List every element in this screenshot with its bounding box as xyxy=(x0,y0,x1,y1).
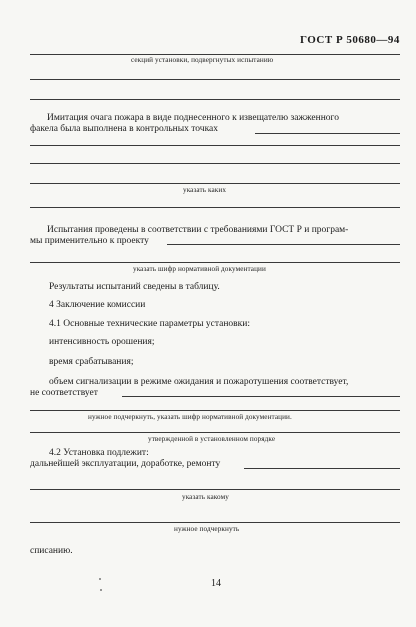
tests-line-2: мы применительно к проекту xyxy=(30,236,149,246)
caption-specify-which-2: указать какому xyxy=(182,493,229,501)
page-number: 14 xyxy=(211,578,221,589)
blank-line xyxy=(30,489,400,490)
caption-sections: секций установки, подвергнутых испытанию xyxy=(131,56,274,64)
fill-line xyxy=(167,244,400,245)
caption-underline-code: нужное подчеркнуть, указать шифр нормативной документации. xyxy=(88,413,292,421)
blank-line xyxy=(30,207,400,208)
section-4-1: 4.1 Основные технические параметры установки: xyxy=(49,319,250,329)
blank-line xyxy=(30,522,400,523)
tests-line-1: Испытания проведены в соответствии с требованиями ГОСТ Р и програм- xyxy=(47,225,349,235)
blank-line xyxy=(30,183,400,184)
operation-text: дальнейшей эксплуатации, доработке, ремонту xyxy=(30,459,221,469)
blank-line xyxy=(30,99,400,100)
blank-line xyxy=(30,54,400,55)
imitation-line-2: факела была выполнена в контрольных точках xyxy=(30,124,219,134)
blank-line xyxy=(30,410,400,411)
caption-approved: утвержденной в установленном порядке xyxy=(148,435,276,443)
section-4-2: 4.2 Установка подлежит: xyxy=(49,448,149,458)
response-time-text: время срабатывания; xyxy=(49,357,134,367)
intensity-text: интенсивность орошения; xyxy=(49,337,155,347)
scan-speck xyxy=(100,589,102,591)
scan-speck xyxy=(99,578,101,580)
volume-line-1: объем сигнализации в режиме ожидания и пожаротушения соответствует, xyxy=(49,377,349,387)
blank-line xyxy=(30,432,400,433)
imitation-line-1: Имитация очага пожара в виде поднесенного к извещателю зажженного xyxy=(47,113,339,123)
write-off-text: списанию. xyxy=(30,546,73,556)
caption-underline: нужное подчеркнуть xyxy=(174,525,240,533)
fill-line xyxy=(244,468,400,469)
blank-line xyxy=(30,79,400,80)
blank-line xyxy=(30,262,400,263)
volume-line-2: не соответствует xyxy=(30,388,98,398)
caption-doc-code: указать шифр нормативной документации xyxy=(133,265,266,273)
fill-line xyxy=(122,396,400,397)
section-4: 4 Заключение комиссии xyxy=(49,300,146,310)
fill-line xyxy=(255,133,400,134)
results-text: Результаты испытаний сведены в таблицу. xyxy=(49,282,220,292)
standard-number: ГОСТ Р 50680—94 xyxy=(300,34,400,46)
blank-line xyxy=(30,163,400,164)
blank-line xyxy=(30,145,400,146)
caption-specify-which: указать каких xyxy=(183,186,227,194)
